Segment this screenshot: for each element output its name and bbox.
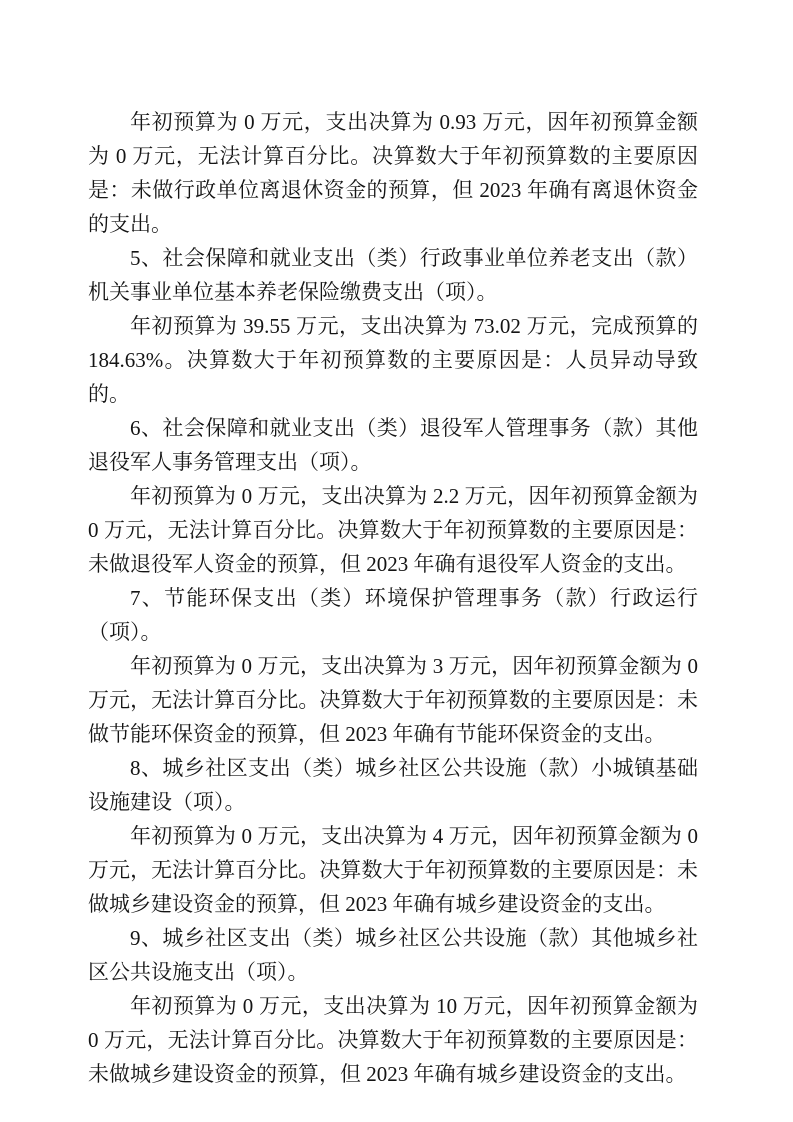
paragraph-item-5-detail: 年初预算为 39.55 万元，支出决算为 73.02 万元，完成预算的 184.63%。决算数大于年初预算数的主要原因是：人员异动导致的。 — [88, 314, 698, 406]
paragraph-item-8-heading: 8、城乡社区支出（类）城乡社区公共设施（款）小城镇基础设施建设（项）。 — [88, 756, 698, 814]
paragraph-item-6-heading: 6、社会保障和就业支出（类）退役军人管理事务（款）其他退役军人事务管理支出（项）。 — [88, 416, 698, 474]
paragraph-item-5-heading: 5、社会保障和就业支出（类）行政事业单位养老支出（款）机关事业单位基本养老保险缴费支出（项）。 — [88, 246, 698, 304]
paragraph-item-6-detail: 年初预算为 0 万元，支出决算为 2.2 万元，因年初预算金额为 0 万元，无法计算百分比。决算数大于年初预算数的主要原因是：未做退役军人资金的预算，但 2023 年确有退役军人资金的支出。 — [88, 484, 698, 576]
paragraph-item-9-detail: 年初预算为 0 万元，支出决算为 10 万元，因年初预算金额为 0 万元，无法计算百分比。决算数大于年初预算数的主要原因是：未做城乡建设资金的预算，但 2023 年确有城乡建设资金的支出。 — [88, 994, 698, 1086]
paragraph-item-9-heading: 9、城乡社区支出（类）城乡社区公共设施（款）其他城乡社区公共设施支出（项）。 — [88, 926, 698, 984]
paragraph-item-7-detail: 年初预算为 0 万元，支出决算为 3 万元，因年初预算金额为 0 万元，无法计算百分比。决算数大于年初预算数的主要原因是：未做节能环保资金的预算，但 2023 年确有节能环保资金的支出。 — [88, 654, 698, 746]
paragraph-item-7-heading: 7、节能环保支出（类）环境保护管理事务（款）行政运行（项）。 — [88, 586, 698, 644]
paragraph-prev-item-detail: 年初预算为 0 万元，支出决算为 0.93 万元，因年初预算金额为 0 万元，无法计算百分比。决算数大于年初预算数的主要原因是：未做行政单位离退休资金的预算，但 2023 年确有离退休资金的支出。 — [88, 110, 698, 236]
paragraph-item-8-detail: 年初预算为 0 万元，支出决算为 4 万元，因年初预算金额为 0 万元，无法计算百分比。决算数大于年初预算数的主要原因是：未做城乡建设资金的预算，但 2023 年确有城乡建设资金的支出。 — [88, 824, 698, 916]
